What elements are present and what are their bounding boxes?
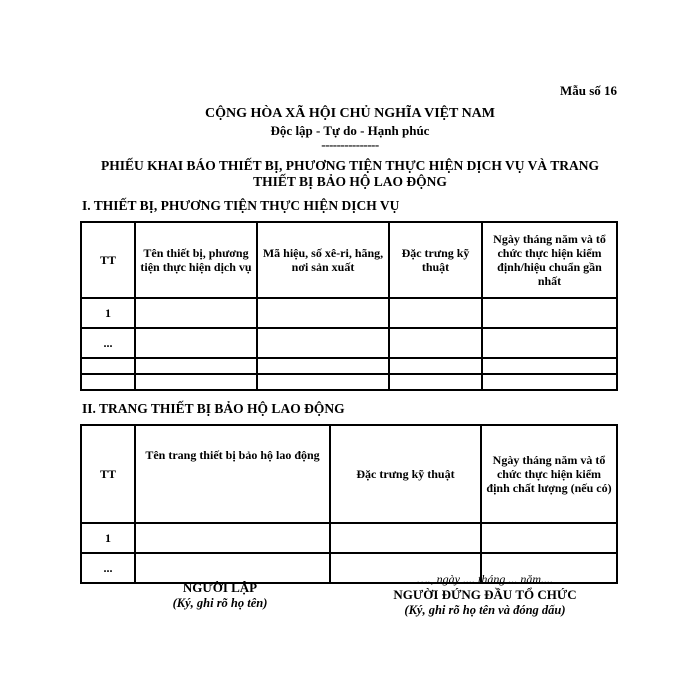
table-cell [135,298,257,328]
column-header: TT [81,425,135,523]
national-title: CỘNG HÒA XÃ HỘI CHỦ NGHĨA VIỆT NAM [204,106,495,121]
column-header: Đặc trưng kỹ thuật [389,222,482,298]
table-cell [389,298,482,328]
table-cell [257,358,389,374]
table-cell [135,523,330,553]
table-cell [389,358,482,374]
row-number-cell: 1 [81,298,135,328]
document-title [0,158,700,190]
row-number-cell: ... [81,553,135,583]
table-cell [135,328,257,358]
table-cell [135,358,257,374]
section-1-heading: I. THIẾT BỊ, PHƯƠNG TIỆN THỰC HIỆN DỊCH VỤ [82,198,400,213]
section-2-heading: II. TRANG THIẾT BỊ BẢO HỘ LAO ĐỘNG [82,401,345,416]
row-number-cell [81,374,135,390]
document-title-line-1: PHIẾU KHAI BÁO THIẾT BỊ, PHƯƠNG TIỆN THỰC HIỆN DỊCH VỤ VÀ TRANG [101,158,599,173]
column-header: TT [81,222,135,298]
table-cell [482,328,617,358]
equipment-table [80,221,618,391]
column-header: Ngày tháng năm và tổ chức thực hiện kiểm định/hiệu chuẩn gần nhất [482,222,617,298]
table-cell [257,328,389,358]
column-header: Ngày tháng năm và tổ chức thực hiện kiểm định chất lượng (nếu có) [481,425,617,523]
table-row [81,523,617,553]
protective-equipment-table [80,424,618,584]
column-header: Tên thiết bị, phương tiện thực hiện dịch vụ [135,222,257,298]
column-header: Tên trang thiết bị bảo hộ lao động [135,425,330,523]
national-motto: Độc lập - Tự do - Hạnh phúc [270,123,430,138]
table-cell [257,374,389,390]
table-row [81,374,617,390]
table-cell [135,553,330,583]
table-cell [135,374,257,390]
table-row [81,328,617,358]
column-header: Mã hiệu, số xê-ri, hãng, nơi sản xuất [257,222,389,298]
head-signature-block [375,572,595,618]
table-cell [482,298,617,328]
preparer-title: NGƯỜI LẬP [182,580,258,595]
table-header-row [81,425,617,523]
table-row [81,298,617,328]
column-header: Đặc trưng kỹ thuật [330,425,481,523]
table-cell [482,358,617,374]
document-title-line-2: THIẾT BỊ BẢO HỘ LAO ĐỘNG [253,174,447,189]
row-number-cell [81,358,135,374]
form-number: Mẫu số 16 [559,83,617,98]
table-row [81,358,617,374]
head-note: (Ký, ghi rõ họ tên và đóng dấu) [404,603,566,617]
table-cell [482,374,617,390]
table-cell [389,374,482,390]
row-number-cell: 1 [81,523,135,553]
header-divider: --------------- [321,137,379,152]
table-cell [481,523,617,553]
preparer-note: (Ký, ghi rõ họ tên) [172,596,268,610]
table-header-row [81,222,617,298]
table-cell [257,298,389,328]
table-cell [330,523,481,553]
preparer-signature-block [160,580,280,611]
signature-date-line: …., ngày .... tháng ... năm.... [417,572,553,586]
table-cell [389,328,482,358]
row-number-cell: ... [81,328,135,358]
head-title: NGƯỜI ĐỨNG ĐẦU TỔ CHỨC [393,587,577,602]
